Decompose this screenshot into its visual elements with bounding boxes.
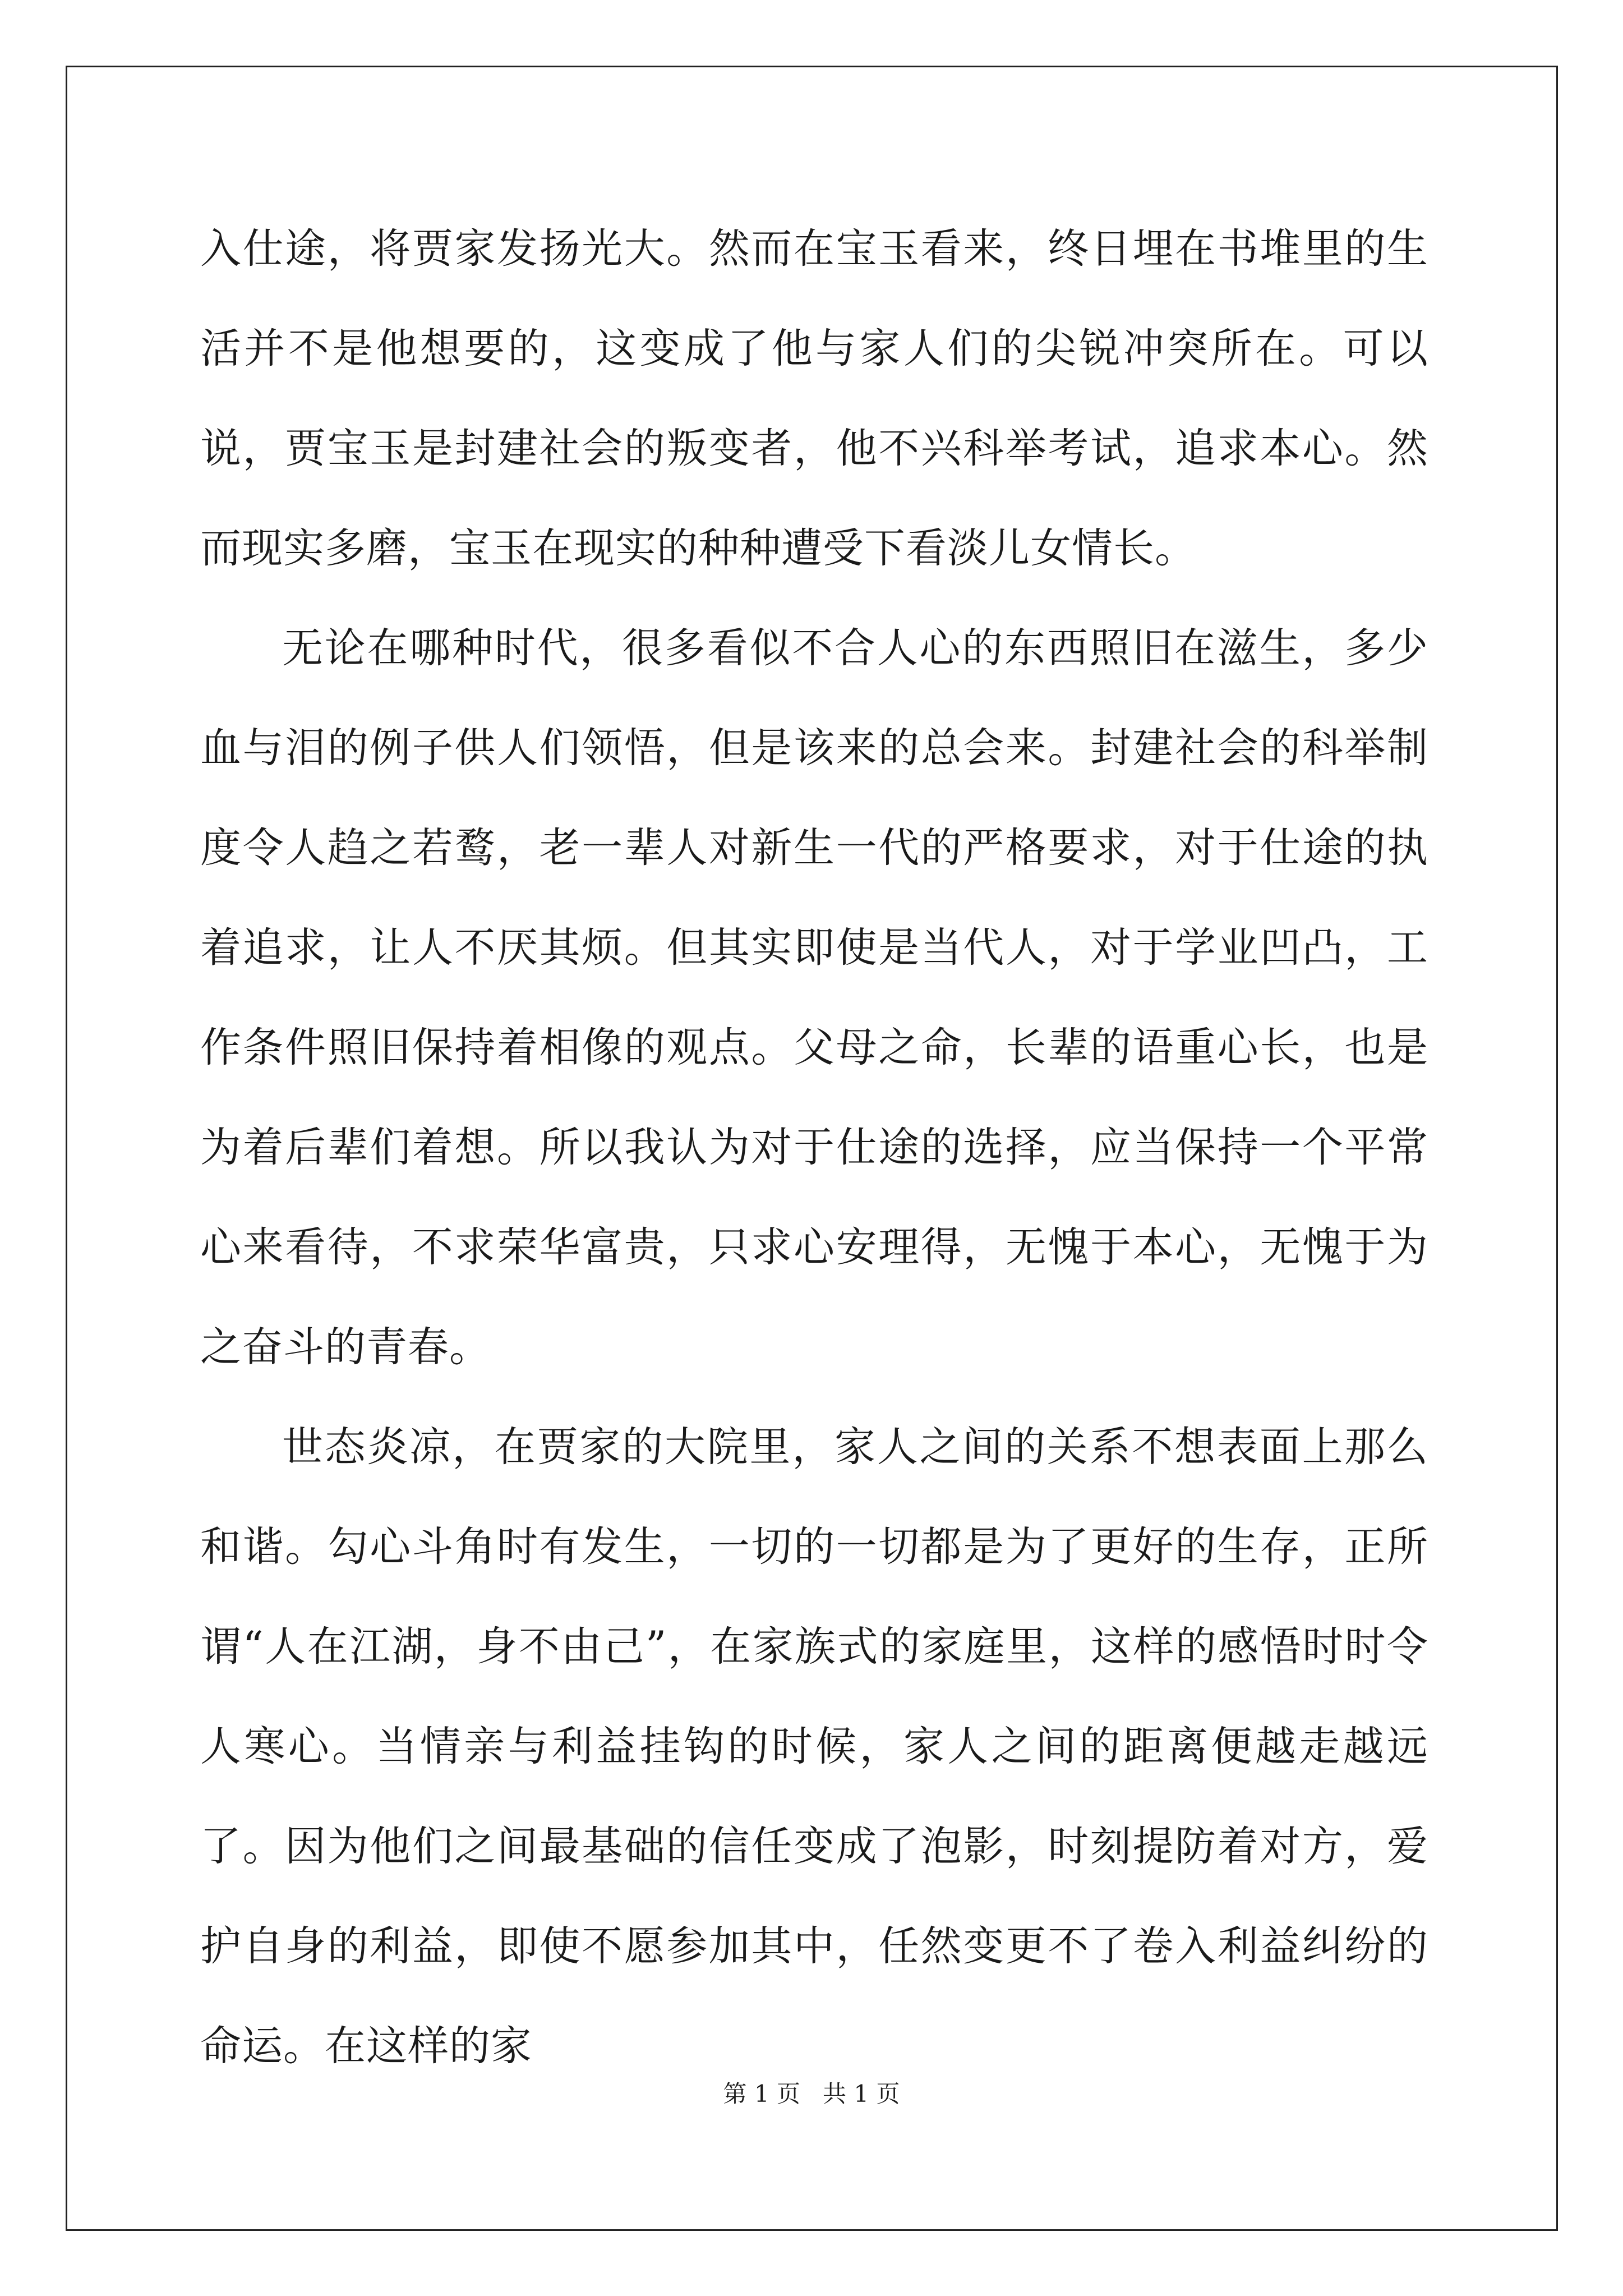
page-number-footer: 第 1 页 共 1 页 bbox=[723, 2080, 900, 2108]
paragraph-1: 入仕途，将贾家发扬光大。然而在宝玉看来，终日埋在书堆里的生活并不是他想要的，这变成了他与家人们的尖锐冲突所在。可以说，贾宝玉是封建社会的叛变者，他不兴科举考试，追求本心。然而现实多磨，宝玉在现实的种种遭受下看淡儿女情长。 bbox=[200, 225, 1428, 572]
paragraph-3: 世态炎凉，在贾家的大院里，家人之间的关系不想表面上那么和谐。勾心斗角时有发生，一切的一切都是为了更好的生存，正所谓“人在江湖，身不由己”，在家族式的家庭里，这样的感悟时时令人寒心。当情亲与利益挂钩的时候，家人之间的距离便越走越远了。因为他们之间最基础的信任变成了泡影，时刻提防着对方，爱护自身的利益，即使不愿参加其中，任然变更不了卷入利益纠纷的命运。在这样的家 bbox=[200, 1423, 1428, 2070]
paragraph-2: 无论在哪种时代，很多看似不合人心的东西照旧在滋生，多少血与泪的例子供人们领悟，但是该来的总会来。封建社会的科举制度令人趋之若鹜，老一辈人对新生一代的严格要求，对于仕途的执着追求，让人不厌其烦。但其实即使是当代人，对于学业凹凸，工作条件照旧保持着相像的观点。父母之命，长辈的语重心长，也是为着后辈们着想。所以我认为对于仕途的选择，应当保持一个平常心来看待，不求荣华富贵，只求心安理得，无愧于本心，无愧于为之奋斗的青春。 bbox=[200, 624, 1428, 1371]
document-body bbox=[200, 199, 1428, 2096]
